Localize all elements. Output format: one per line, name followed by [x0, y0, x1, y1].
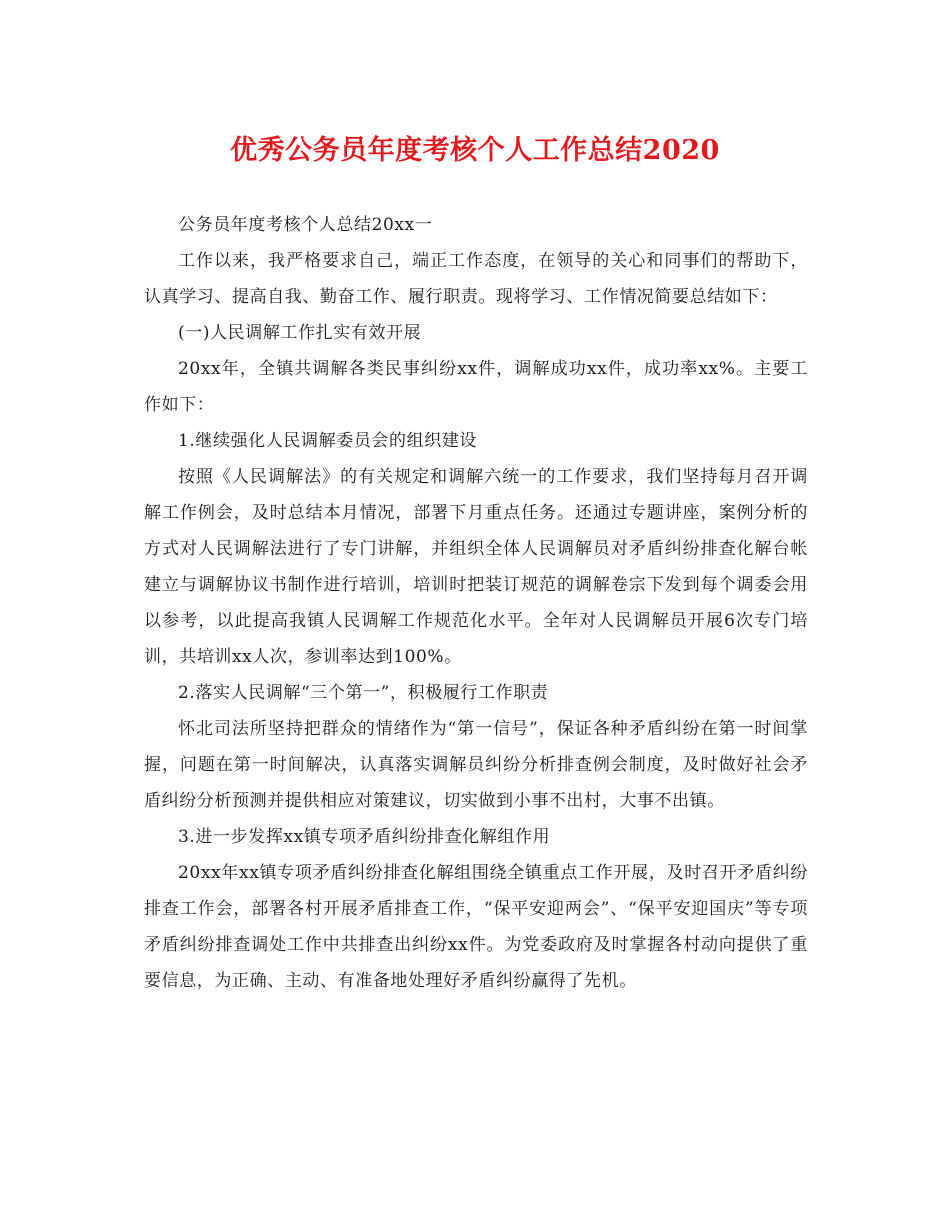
document-body	[144, 207, 808, 999]
subsection-heading-1: 1.继续强化人民调解委员会的组织建设	[178, 431, 478, 451]
paragraph-summary: 20xx年，全镇共调解各类民事纠纷xx件，调解成功xx件，成功率xx%。主要工作如下：	[144, 359, 808, 415]
subsection-heading-2: 2.落实人民调解“三个第一”，积极履行工作职责	[178, 683, 549, 703]
paragraph-first-signal: 怀北司法所坚持把群众的情绪作为“第一信号”，保证各种矛盾纠纷在第一时间掌握，问题在第一时间解决，认真落实调解员纠纷分析排查例会制度，及时做好社会矛盾纠纷分析预测并提供相应对策建议，切实做到小事不出村，大事不出镇。	[144, 719, 808, 811]
paragraph-special-group: 20xx年xx镇专项矛盾纠纷排查化解组围绕全镇重点工作开展，及时召开矛盾纠纷排查工作会，部署各村开展矛盾排查工作，“保平安迎两会”、“保平安迎国庆”等专项矛盾纠纷排查调处工作中共排查出纠纷xx件。为党委政府及时掌握各村动向提供了重要信息，为正确、主动、有准备地处理好矛盾纠纷赢得了先机。	[144, 863, 808, 991]
paragraph-intro-heading: 公务员年度考核个人总结20xx一	[178, 215, 433, 235]
paragraph-training: 按照《人民调解法》的有关规定和调解六统一的工作要求，我们坚持每月召开调解工作例会，及时总结本月情况，部署下月重点任务。还通过专题讲座，案例分析的方式对人民调解法进行了专门讲解，并组织全体人民调解员对矛盾纠纷排查化解台帐建立与调解协议书制作进行培训，培训时把装订规范的调解卷宗下发到每个调委会用以参考，以此提高我镇人民调解工作规范化水平。全年对人民调解员开展6次专门培训，共培训xx人次，参训率达到100%。	[144, 467, 808, 667]
paragraph-intro: 工作以来，我严格要求自己，端正工作态度，在领导的关心和同事们的帮助下，认真学习、提高自我、勤奋工作、履行职责。现将学习、工作情况简要总结如下：	[144, 251, 808, 307]
subsection-heading-3: 3.进一步发挥xx镇专项矛盾纠纷排查化解组作用	[178, 827, 551, 847]
section-heading-1: (一)人民调解工作扎实有效开展	[178, 323, 422, 343]
document-title: 优秀公务员年度考核个人工作总结2020	[230, 135, 720, 166]
